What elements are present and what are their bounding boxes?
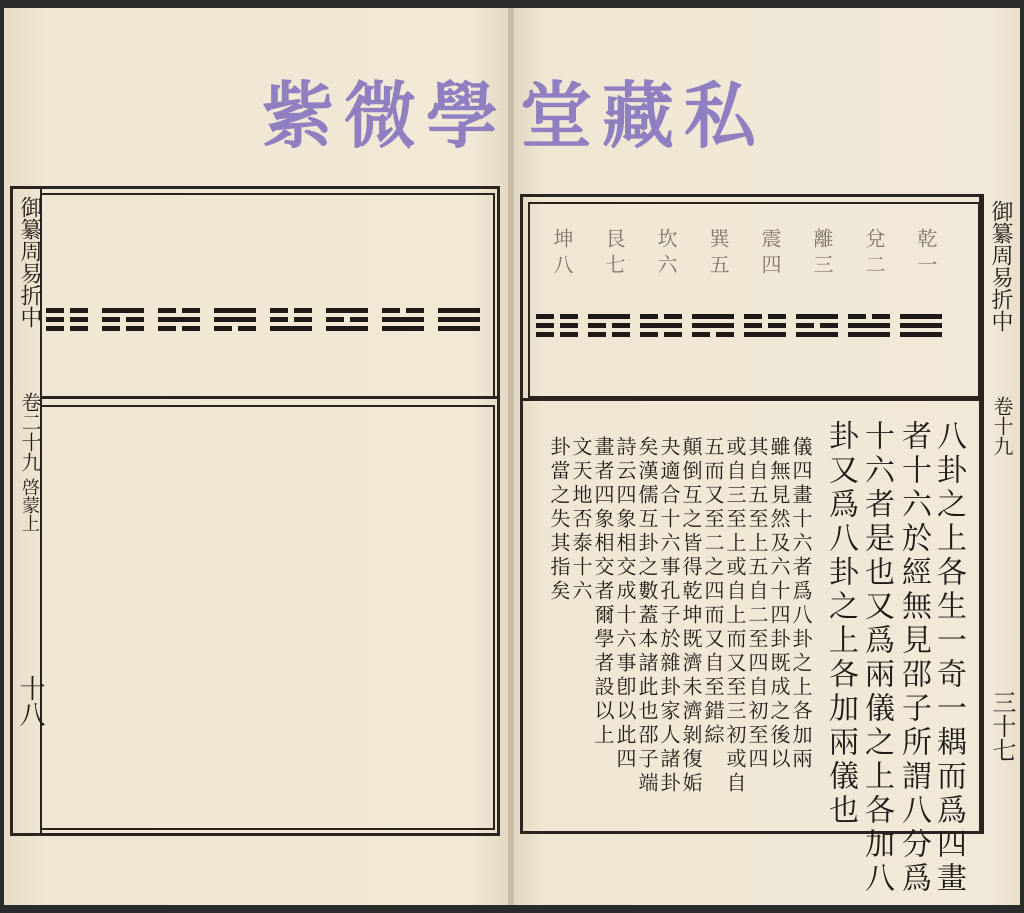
left-trigram-6 bbox=[326, 308, 368, 335]
right-trigram-3 bbox=[640, 314, 682, 341]
text-column-12: 矣漢儒互卦之數蓋本諸此也邵子端 bbox=[635, 436, 659, 796]
text-column-14: 畫者四象相交者爾學者設以上 bbox=[591, 436, 615, 748]
right-margin-rule bbox=[982, 194, 984, 834]
trigram-label-2: 艮七 bbox=[602, 228, 626, 280]
right-trigram-2 bbox=[588, 314, 630, 341]
trigram-label-5: 震四 bbox=[758, 228, 782, 280]
right-volume: 卷十九 bbox=[990, 396, 1014, 456]
trigram-label-7: 兌二 bbox=[862, 228, 886, 280]
right-folio: 三十七 bbox=[988, 690, 1016, 762]
left-text-box bbox=[40, 405, 495, 830]
text-column-2: 者十六於經無見邵子所謂八分爲 bbox=[896, 420, 931, 896]
right-book-title: 御纂周易折中 bbox=[988, 200, 1013, 332]
collector-stamp-left: 紫微學 bbox=[262, 73, 509, 158]
left-trigram-7 bbox=[382, 308, 424, 335]
text-column-10: 顛倒互之皆得乾坤既濟未濟剝復姤 bbox=[679, 436, 703, 796]
right-trigram-1 bbox=[536, 314, 578, 341]
left-trigram-3 bbox=[158, 308, 200, 335]
trigram-label-4: 巽五 bbox=[706, 228, 730, 280]
text-column-16: 卦當之失其指矣 bbox=[547, 436, 571, 604]
text-column-13: 詩云四象相交成十六事卽以此四 bbox=[613, 436, 637, 772]
left-volume: 卷二十九 bbox=[18, 392, 42, 472]
text-column-1: 八卦之上各生一奇一耦而爲四畫 bbox=[931, 420, 966, 896]
text-column-3: 十六者是也又爲兩儀之上各加八 bbox=[859, 420, 894, 896]
left-trigram-5 bbox=[270, 308, 312, 335]
left-section: 啓蒙上 bbox=[19, 478, 40, 532]
left-trigram-box bbox=[40, 193, 495, 398]
left-book-title: 御纂周易折中 bbox=[17, 196, 42, 328]
trigram-label-1: 坤八 bbox=[550, 228, 574, 280]
text-column-5: 儀四畫十六者爲八卦之上各加兩 bbox=[789, 436, 813, 772]
left-folio: 十八 bbox=[15, 675, 45, 727]
left-divider bbox=[40, 396, 500, 399]
right-trigram-7 bbox=[848, 314, 890, 341]
text-column-4: 卦又爲八卦之上各加兩儀也 bbox=[823, 420, 858, 828]
collector-stamp-right: 堂藏私 bbox=[520, 73, 767, 158]
left-trigram-4 bbox=[214, 308, 256, 335]
right-divider bbox=[520, 398, 982, 401]
trigram-label-3: 坎六 bbox=[654, 228, 678, 280]
text-column-6: 雖無見然及六十四卦既成之後以 bbox=[767, 436, 791, 772]
left-trigram-1 bbox=[46, 308, 88, 335]
text-column-9: 五而又至二之四而又自至錯綜 bbox=[701, 436, 725, 748]
right-trigram-8 bbox=[900, 314, 942, 341]
right-trigram-6 bbox=[796, 314, 838, 341]
book-gutter bbox=[508, 8, 514, 905]
right-trigram-5 bbox=[744, 314, 786, 341]
right-trigram-4 bbox=[692, 314, 734, 341]
trigram-label-8: 乾一 bbox=[914, 228, 938, 280]
left-trigram-2 bbox=[102, 308, 144, 335]
text-column-11: 夬適合十六事孔子於雜卦家人諸卦 bbox=[657, 436, 681, 796]
text-column-7: 其自五至上五自二至四自初至四 bbox=[745, 436, 769, 772]
text-column-8: 或自三至上或自上而又至三初或自 bbox=[723, 436, 747, 796]
text-column-15: 文天地否泰十六 bbox=[569, 436, 593, 604]
left-trigram-8 bbox=[438, 308, 480, 335]
trigram-label-6: 離三 bbox=[810, 228, 834, 280]
